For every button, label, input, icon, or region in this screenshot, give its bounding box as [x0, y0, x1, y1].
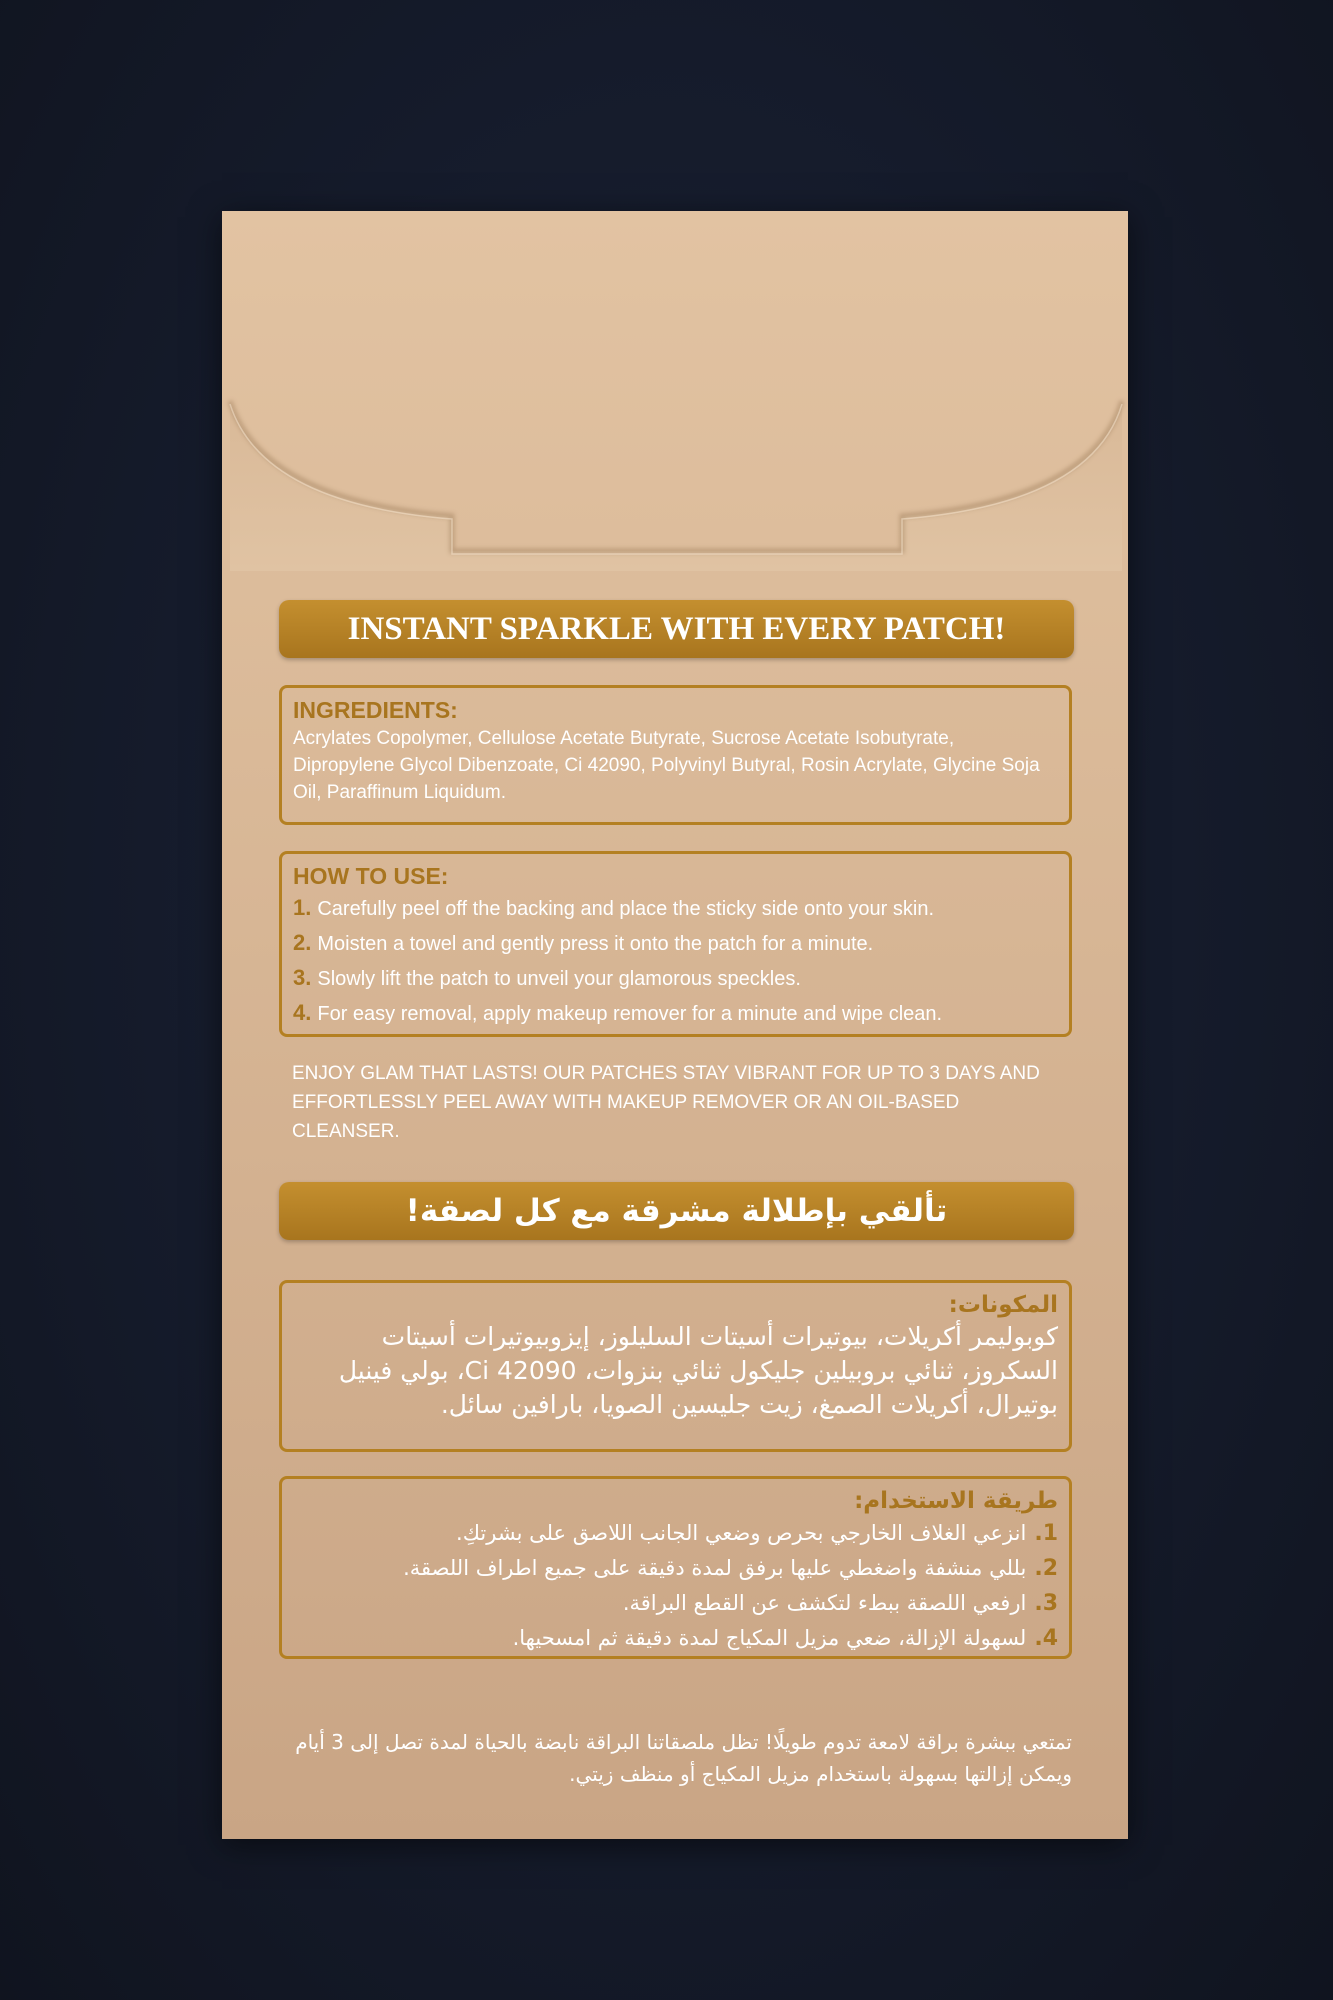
arabic-ingredients-heading: المكونات:: [948, 1292, 1058, 1318]
step-item: 4. For easy removal, apply makeup remover for a minute and wipe clean.: [293, 1000, 943, 1025]
product-package-back: [222, 211, 1128, 1839]
arabic-how-to-use-box: [279, 1476, 1072, 1659]
arabic-how-to-use-heading: طريقة الاستخدام:: [854, 1488, 1058, 1514]
arabic-ingredients-text: كوبوليمر أكريلات، بيوتيرات أسيتات السليلوز، إيزوبيوتيرات أسيتات السكروز، ثنائي بروبيلين جليكول ثنائي بنزوات، Ci 42090، بولي فينيل بوتيرال، أكريلات الصمغ، زيت جليسين الصويا، بارافين سائل.: [338, 1322, 1058, 1419]
arabic-ingredients-box: [279, 1280, 1072, 1452]
step-item: 2. Moisten a towel and gently press it onto the patch for a minute.: [293, 930, 874, 955]
arabic-title-banner: !تألقي بإطلالة مشرقة مع كل لصقة: [279, 1182, 1074, 1240]
ingredients-heading: INGREDIENTS:: [293, 697, 458, 723]
arabic-note: تمتعي ببشرة براقة لامعة تدوم طويلًا! تظل ملصقاتنا البراقة نابضة بالحياة لمدة تصل إلى 3 أيام ويمكن إزالتها بسهولة باستخدام مزيل المكياج أو منظف زيتي.: [295, 1730, 1072, 1786]
arabic-step-item: 3.ارفعي اللصقة ببطء لتكشف عن القطع البراقة.: [622, 1591, 1058, 1616]
step-item: 3. Slowly lift the patch to unveil your glamorous speckles.: [293, 965, 801, 990]
arabic-step-item: 1.انزعي الغلاف الخارجي بحرص وضعي الجانب اللاصق على بشرتكِ.: [456, 1521, 1058, 1546]
english-title-banner: INSTANT SPARKLE WITH EVERY PATCH!: [279, 600, 1074, 658]
step-item: 1. Carefully peel off the backing and place the sticky side onto your skin.: [293, 895, 935, 920]
arabic-step-item: 2.بللي منشفة واضغطي عليها برفق لمدة دقيقة على جميع اطراف اللصقة.: [403, 1556, 1058, 1581]
arabic-step-item: 4.لسهولة الإزالة، ضعي مزيل المكياج لمدة دقيقة ثم امسحيها.: [512, 1626, 1058, 1651]
how-to-use-heading: HOW TO USE:: [293, 863, 449, 889]
how-to-use-box: [279, 851, 1072, 1037]
ingredients-text: Acrylates Copolymer, Cellulose Acetate Butyrate, Sucrose Acetate Isobutyrate, Dipropylene Glycol Dibenzoate, Ci 42090, Polyvinyl Butyral, Rosin Acrylate, Glycine Soja Oil, Paraffinum Liquidum.: [293, 728, 1040, 803]
envelope-flap: [222, 211, 1128, 571]
ingredients-box: [279, 685, 1072, 825]
english-note: ENJOY GLAM THAT LASTS! OUR PATCHES STAY VIBRANT FOR UP TO 3 DAYS AND EFFORTLESSLY PEEL AWAY WITH MAKEUP REMOVER OR AN OIL-BASED CLEANSER.: [292, 1063, 1040, 1142]
